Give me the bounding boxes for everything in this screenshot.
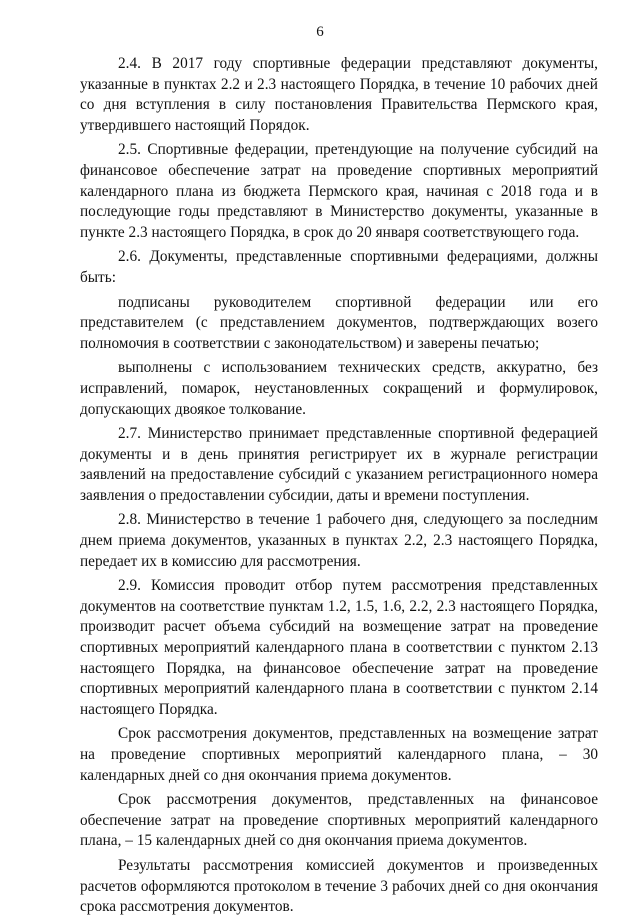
page-number: 6 [316,24,324,40]
document-body [80,54,598,918]
paragraph-2-4: 2.4. В 2017 году спортивные федерации представляют документы, указанные в пунктах 2.2 и 2.3 настоящего Порядка, в течение 10 рабочих дней со дня вступления в силу постановления Правительства Пермского края, утвердившего настоящий Порядок. [80,55,598,134]
paragraph-2-6-executed: выполнены с использованием технических средств, аккуратно, без исправлений, помарок, неустановленных сокращений и формулировок, допускающих двоякое толкование. [80,359,598,418]
paragraph-review-results: Результаты рассмотрения комиссией документов и произведенных расчетов оформляются протоколом в течение 3 рабочих дней со дня окончания срока рассмотрения документов. [80,856,598,916]
paragraph-2-9: 2.9. Комиссия проводит отбор путем рассмотрения представленных документов на соответствие пунктам 1.2, 1.5, 1.6, 2.2, 2.3 настоящего Порядка, производит расчет объема субсидий на возмещение затрат на проведение спортивных мероприятий календарного плана в соответствии с пунктом 2.13 настоящего Порядка, на финансовое обеспечение затрат на проведение спортивных мероприятий календарного плана в соответствии с пунктом 2.14 настоящего Порядка. [80,577,598,718]
paragraph-2-6-signed: подписаны руководителем спортивной федерации или его представителем (с представлением документов, подтверждающих возего полномочия в соответствии с законодательством) и заверены печатью; [80,293,598,352]
paragraph-2-6: 2.6. Документы, представленные спортивными федерациями, должны быть: [80,248,598,286]
paragraph-2-8: 2.8. Министерство в течение 1 рабочего дня, следующего за последним днем приема документов, указанных в пунктах 2.2, 2.3 настоящего Порядка, передает их в комиссию для рассмотрения. [80,511,598,570]
paragraph-review-term-financing: Срок рассмотрения документов, представленных на финансовое обеспечение затрат на проведение спортивных мероприятий календарного плана, – 15 календарных дней со дня окончания приема документов. [80,791,598,850]
paragraph-review-term-reimbursement: Срок рассмотрения документов, представленных на возмещение затрат на проведение спортивных мероприятий календарного плана, – 30 календарных дней со дня окончания приема документов. [80,725,598,784]
paragraph-2-7: 2.7. Министерство принимает представленные спортивной федерацией документы и в день принятия регистрирует их в журнале регистрации заявлений на предоставление субсидий с указанием регистрационного номера заявления о предоставлении субсидии, даты и времени поступления. [80,425,598,504]
paragraph-2-5: 2.5. Спортивные федерации, претендующие на получение субсидий на финансовое обеспечение затрат на проведение спортивных мероприятий календарного плана из бюджета Пермского края, начиная с 2018 года и в последующие годы представляют в Министерство документы, указанные в пункте 2.3 настоящего Порядка, в срок до 20 января соответствующего года. [80,141,598,241]
